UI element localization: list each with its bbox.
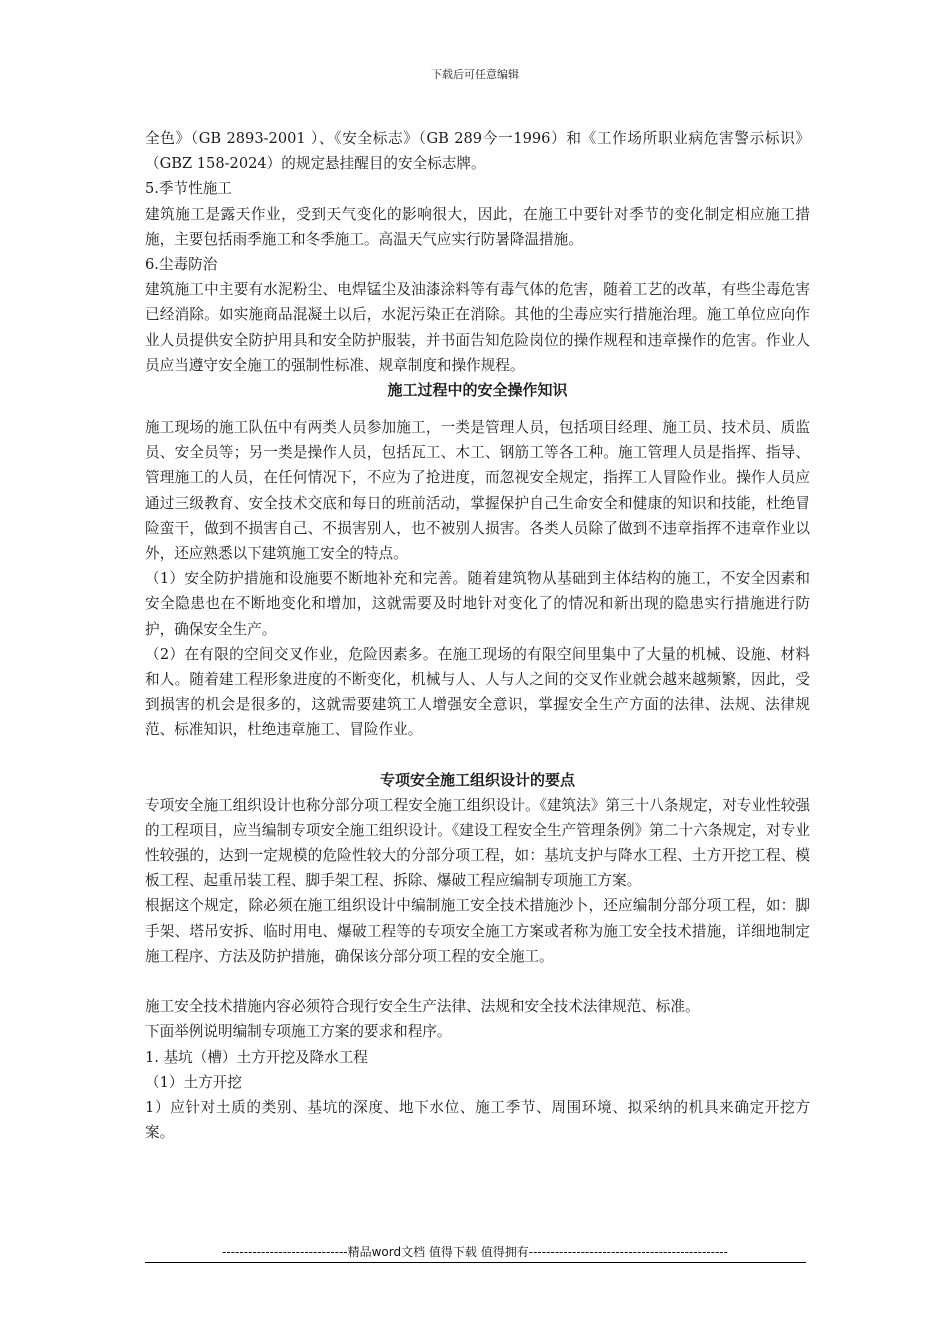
blank-line — [145, 743, 810, 768]
section-heading-safety-knowledge: 施工过程中的安全操作知识 — [387, 381, 568, 400]
item-6-text: 建筑施工中主要有水泥粉尘、电焊锰尘及油漆涂料等有毒气体的危害，随着工艺的改革，有些尘毒危害已经消除。如实施商品混凝土以后，水泥污染正在消除。其他的尘毒应实行措施治理。施工单位应向作业人员提供安全防护用具和安全防护服装，并书面告知危险岗位的操作规程和违章操作的危害。作业人员应当遵守安全施工的强制性标准、规章制度和操作规程。 — [145, 281, 810, 374]
section-1-paragraph-2: （1）安全防护措施和设施要不断地补充和完善。随着建筑物从基础到主体结构的施工，不安全因素和安全隐患也在不断地变化和增加，这就需要及时地针对变化了的情况和新出现的隐患实行措施进行防护，确保安全生产。 — [145, 570, 810, 638]
blank-line — [145, 969, 810, 994]
section-heading-special-design: 专项安全施工组织设计的要点 — [379, 770, 575, 789]
section-2-paragraph-2: 根据这个规定，除必须在施工组织设计中编制施工安全技术措施沙卜，还应编制分部分项工程，如：脚手架、塔吊安拆、临时用电、爆破工程等的专项安全施工方案或者称为施工安全技术措施，详细地制定施工程序、方法及防护措施，确保该分部分项工程的安全施工。 — [145, 897, 810, 965]
document-body — [145, 126, 810, 1145]
section-2-paragraph-3: 施工安全技术措施内容必须符合现行安全生产法律、法规和安全技术法律规范、标准。 — [145, 998, 700, 1016]
footer-rule — [145, 1262, 806, 1263]
section-1-paragraph-3: （2）在有限的空间交叉作业，危险因素多。在施工现场的有限空间里集中了大量的机械、设施、材料和人。随着建工程形象进度的不断变化，机械与人、人与人之间的交叉作业就会越来越频繁，因此，受到损害的机会是很多的，这就需要建筑工人增强安全意识，掌握安全生产方面的法律、法规、法律规范、标准知识，杜绝违章施工、冒险作业。 — [145, 645, 810, 739]
section-1-paragraph-1: 施工现场的施工队伍中有两类人员参加施工，一类是管理人员，包括项目经理、施工员、技术员、质监员、安全员等；另一类是操作人员，包括瓦工、木工、钢筋工等各工种。施工管理人员是指挥、指导、管理施工的人员，在任何情况下，不应为了抢进度，而忽视安全规定，指挥工人冒险作业。操作人员应通过三级教育、安全技术交底和每日的班前活动，掌握保护自己生命安全和健康的知识和技能，杜绝冒险蛮干，做到不损害自己、不损害别人，也不被别人损害。各类人员除了做到不违章指挥不违章作业以外，还应熟悉以下建筑施工安全的特点。 — [145, 419, 810, 563]
section-2-list-item-1-1-1: 1）应针对土质的类别、基坑的深度、地下水位、施工季节、周围环境、拟采纳的机具来确定开挖方案。 — [145, 1098, 810, 1142]
item-5-title: 5.季节性施工 — [145, 180, 232, 198]
paragraph-intro: 全色》（GB 2893-2001 ）、《安全标志》（GB 289今一1996）和《工作场所职业病危害警示标识》（GBZ 158-2024）的规定悬挂醒目的安全标志牌。 — [145, 130, 810, 173]
page-header-note: 下载后可任意编辑 — [431, 68, 519, 81]
item-6-title: 6.尘毒防治 — [145, 256, 218, 274]
section-2-paragraph-4: 下面举例说明编制专项施工方案的要求和程序。 — [145, 1023, 452, 1041]
item-5-text: 建筑施工是露天作业，受到天气变化的影响很大，因此，在施工中要针对季节的变化制定相应施工措施，主要包括雨季施工和冬季施工。高温天气应实行防暑降温措施。 — [145, 205, 810, 248]
section-2-list-item-1-1: （1）土方开挖 — [145, 1073, 242, 1091]
page-footer-text: -----------------------------精品word文档 值得下载 值得拥有---------------------------------------------- — [222, 1245, 728, 1259]
section-2-list-item-1: 1. 基坑（槽）土方开挖及降水工程 — [145, 1048, 368, 1066]
section-2-paragraph-1: 专项安全施工组织设计也称分部分项工程安全施工组织设计。《建筑法》第三十八条规定，对专业性较强的工程项目，应当编制专项安全施工组织设计。《建设工程安全生产管理条例》第二十六条规定，对专业性较强的，达到一定规模的危险性较大的分部分项工程，如：基坑支护与降水工程、土方开挖工程、模板工程、起重吊装工程、脚手架工程、拆除、爆破工程应编制专项施工方案。 — [145, 796, 810, 890]
